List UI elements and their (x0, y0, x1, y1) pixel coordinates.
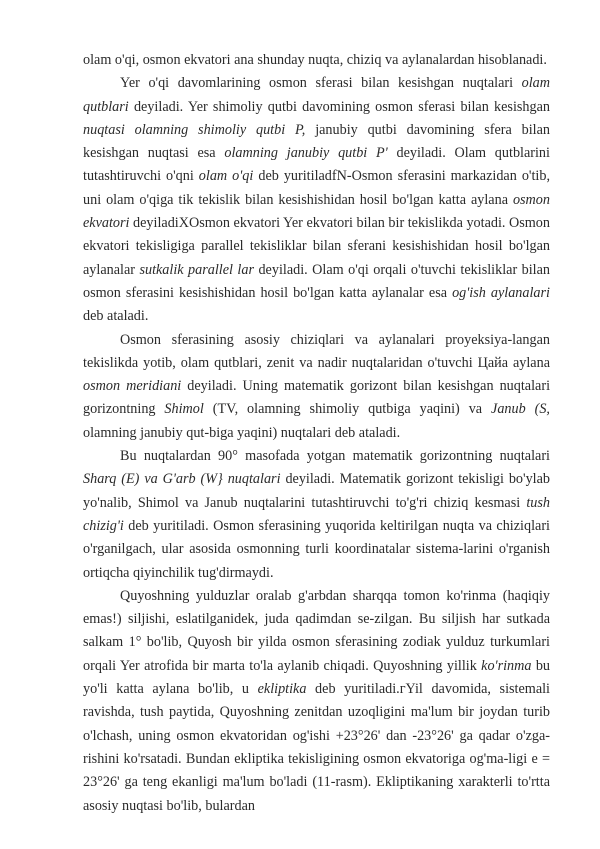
italic-term: Sharq (E) va G'arb (W} nuqtalari (83, 471, 281, 488)
text-run: deyiladi. Olam o'qi orqali o'tuvchi tekisliklar bilan osmon sferasini kesishishidan hosil bo'lgan katta aylanalar esa (83, 261, 550, 301)
text-run: Osmon sferasining asosiy chiziqlari va aylanalari proyeksiya-langan tekislikda yotib, olam qutblari, zenit va nadir nuqtalaridan o'tuvchi Цайа aylana (83, 331, 550, 371)
italic-term: ekliptika (257, 681, 307, 698)
text-run: deyiladi. Yer shimoliy qutbi davomining osmon sferasi bilan kesishgan (128, 98, 550, 115)
text-run: deyiladi. Uning matematik gorizont bilan kesishgan nuqtalari gorizontning (83, 378, 551, 418)
italic-term: nuqtasi olamning shimoliy qutbi P, (83, 121, 306, 138)
text-run: bu yo'li katta aylana bo'lib, u (83, 657, 551, 698)
italic-term: ko'rinma (481, 657, 532, 674)
text-run: olam o'qi, osmon ekvatori ana shunday nuqta, chiziq va aylanalardan hisoblanadi. (83, 52, 547, 68)
italic-term: tush chizig'i (83, 494, 550, 534)
italic-term: og'ish aylanalari (452, 284, 550, 301)
text-run: janubiy qutbi davomining sfera bilan kesishgan nuqtasi esa (83, 121, 550, 162)
text-run: deyiladi. Olam qutblarini tutashtiruvchi o'qni (83, 145, 550, 185)
text-run: Yer o'qi davomlarining osmon sferasi bilan kesishgan nuqtalari (120, 75, 522, 92)
paragraph (83, 445, 550, 585)
text-run: deb yuritiladi. Osmon sferasining yuqorida keltirilgan nuqta va chiziqlari o'rganilgach, ular asosida osmonning turli koordinatalar sistema-larini o'rganish ortiqcha qiyinchilik tug'dirmaydi. (83, 517, 550, 581)
italic-term: olamning janubiy qutbi P' (224, 145, 388, 162)
paragraph (83, 329, 550, 445)
text-run: olamning janubiy qut-biga yaqini) nuqtalari deb ataladi. (83, 424, 401, 441)
text-run: Quyoshning yulduzlar oralab g'arbdan sharqqa tomon ko'rinma (haqiqiy emas!) siljishi, eslatilganidek, juda qadimdan se-zilgan. Bu siljish har sutkada salkam 1° bo'lib, Quyosh bir yilda osmon sferasining zodiak yulduz turkumlari orqali Yer atrofida bir marta to'la aylanib chiqadi. Quyoshning yillik (83, 587, 550, 674)
text-run: deb yuritiladi.гYil davomida, sistemali ravishda, tush paytida, Quyoshning zenitdan uzoqligini ma'lum bir joydan turib o'lchash, uning osmon ekvatoridan og'ishi +23°26' dan -23°26' ga qadar o'zga-rishini ko'rsatadi. Bundan ekliptika tekisligining osmon ekvatoriga og'ma-ligi e = 23°26' ga teng ekanligi ma'lum bo'ladi (11-rasm). Ekliptikaning xarakterli to'rtta asosiy nuqtasi bo'lib, bulardan (83, 681, 550, 814)
italic-term: osmon meridiani (83, 378, 182, 395)
text-run: (TV, olamning shimoliy qutbiga yaqini) va (203, 401, 492, 418)
paragraph (83, 72, 550, 328)
paragraph (83, 585, 550, 818)
italic-term: olam qutblari (83, 75, 550, 115)
text-run: Bu nuqtalardan 90° masofada yotgan matematik gorizontning nuqtalari (120, 448, 550, 465)
italic-term: sutkalik parallel lar (139, 261, 254, 278)
paragraph (83, 49, 550, 72)
text-run: deyiladi. Matematik gorizont tekisligi bo'ylab yo'nalib, Shimol va Janub nuqtalarini tutashtiruvchi to'g'ri chiziq kesmasi (83, 471, 550, 511)
italic-term: Shimol (164, 401, 204, 418)
italic-term: osmon ekvatori (83, 191, 550, 232)
italic-term: Janub (S, (491, 401, 550, 418)
italic-term: olam o'qi (198, 168, 254, 185)
text-run: deb ataladi. (83, 308, 149, 325)
text-run: deyiladiXOsmon ekvatori Yer ekvatori bilan bir tekislikda yotadi. Osmon ekvatori tekisligiga parallel tekisliklar bilan sferani kesishishidan hosil bo'lgan aylanalar (83, 215, 550, 278)
text-run: deb yuritiladfN-Osmon sferasini markazidan o'tib, uni olam o'qiga tik tekislik bilan kesishishidan hosil bo'lgan katta aylana (83, 168, 550, 208)
